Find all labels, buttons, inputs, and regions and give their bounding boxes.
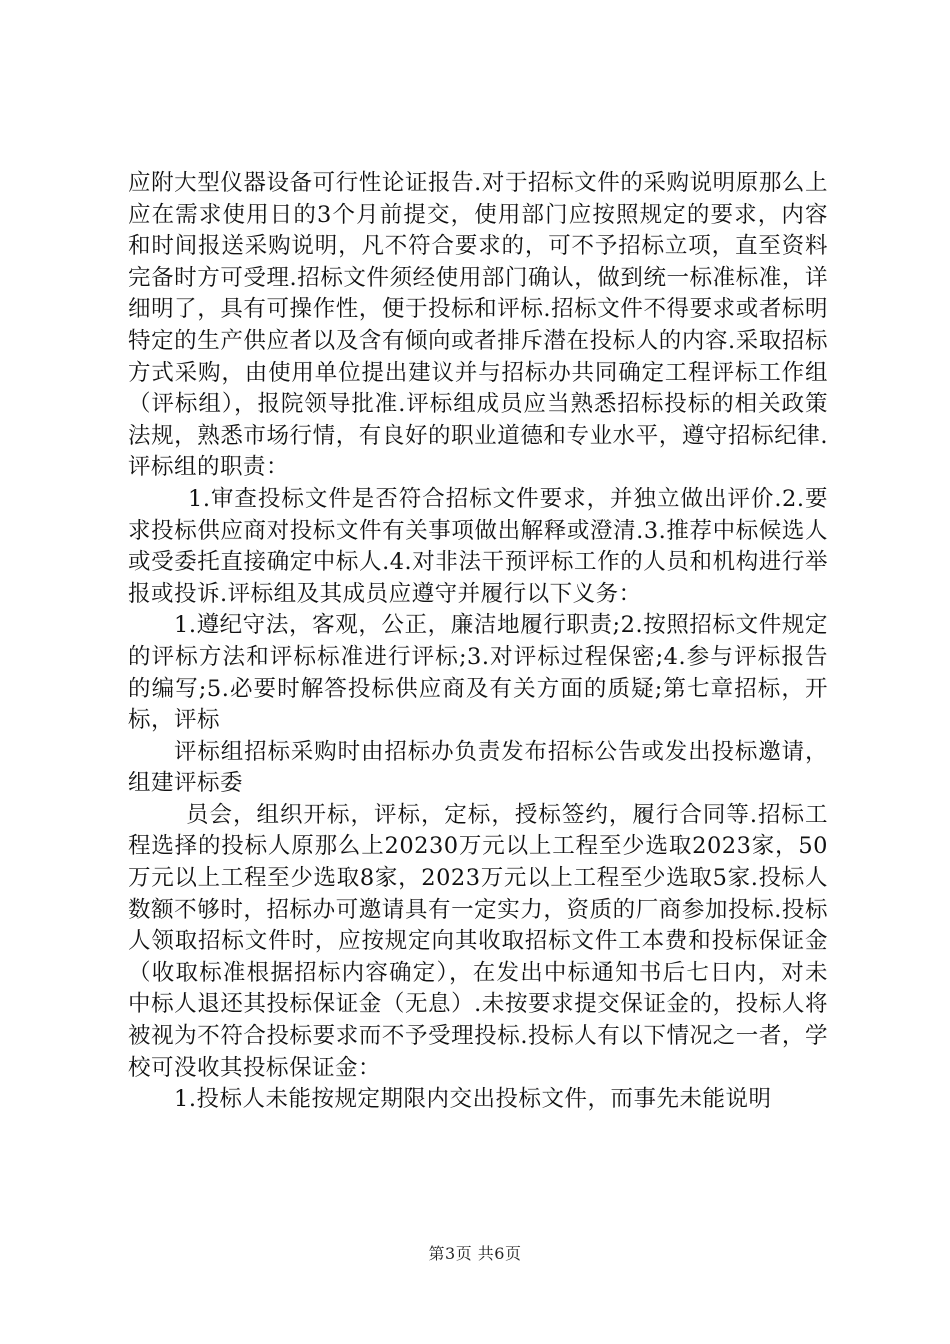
paragraph-procurement-description: 应附大型仪器设备可行性论证报告.对于招标文件的采购说明原那么上应在需求使用日的3个月前提交，使用部门应按照规定的要求，内容和时间报送采购说明，凡不符合要求的，可不予招标立项，直至资料完备时方可受理.招标文件须经使用部门确认，做到统一标准标准，详细明了，具有可操作性，便于投标和评标.招标文件不得要求或者标明特定的生产供应者以及含有倾向或者排斥潜在投标人的内容.采取招标方式采购，由使用单位提出建议并与招标办共同确定工程评标工作组（评标组），报院领导批准.评标组成员应当熟悉招标投标的相关政策法规，熟悉市场行情，有良好的职业道德和专业水平，遵守招标纪律.评标组的职责： [128,170,828,481]
paragraph-evaluation-duties: 1.审查投标文件是否符合招标文件要求，并独立做出评价.2.要求投标供应商对投标文件有关事项做出解释或澄清.3.推荐中标候选人或受委托直接确定中标人.4.对非法干预评标工作的人员和机构进行举报或投诉.评标组及其成员应遵守并履行以下义务： [128,485,828,607]
paragraph-tender-announcement: 评标组招标采购时由招标办负责发布招标公告或发出投标邀请，组建评标委 [128,738,828,797]
document-body [128,168,828,1116]
paragraph-bidder-selection: 员会，组织开标，评标，定标，授标签约，履行合同等.招标工程选择的投标人原那么上20230万元以上工程至少选取2023家，50万元以上工程至少选取8家，2023万元以上工程至少选取5家.投标人数额不够时，招标办可邀请具有一定实力，资质的厂商参加投标.投标人领取招标文件时，应按规定向其收取招标文件工本费和投标保证金（收取标准根据招标内容确定），在发出中标通知书后七日内，对未中标人退还其投标保证金（无息）.未按要求提交保证金的，投标人将被视为不符合投标要求而不予受理投标.投标人有以下情况之一者，学校可没收其投标保证金： [128,801,828,1081]
paragraph-evaluation-obligations: 1.遵纪守法，客观，公正，廉洁地履行职责;2.按照招标文件规定的评标方法和评标标准进行评标;3.对评标过程保密;4.参与评标报告的编写;5.必要时解答投标供应商及有关方面的质疑;第七章招标，开标，评标 [128,612,828,734]
page-number-footer: 第3页 共6页 [428,1244,522,1263]
paragraph-forfeiture-conditions: 1.投标人未能按规定期限内交出投标文件，而事先未能说明 [174,1086,772,1113]
